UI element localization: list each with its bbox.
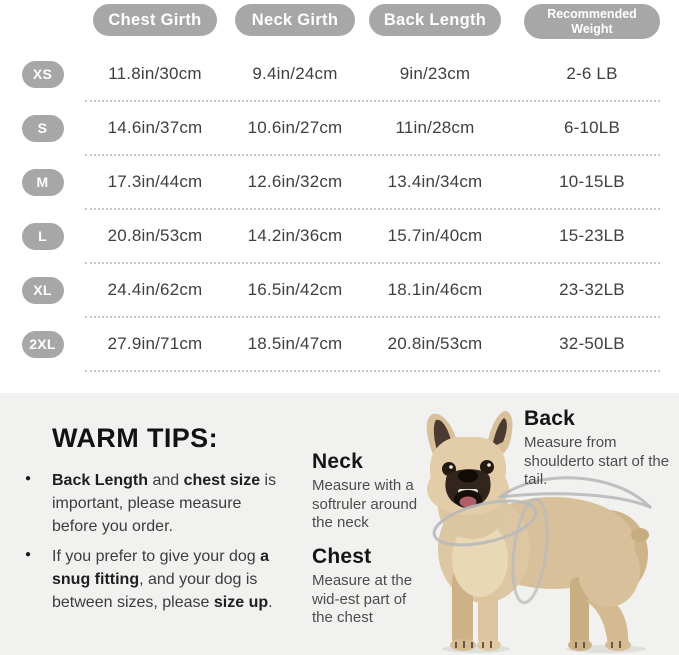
warm-tips [52,423,288,620]
tip-item: ● Back Length and chest size is important, please measure before you order. [52,469,288,539]
table-row [0,210,679,262]
chest-annotation [312,545,430,628]
weight-value: 2-6 LB [566,64,618,83]
column-pill-chest-girth: Chest Girth [93,4,216,36]
size-pill-l: L [22,223,64,250]
neck-label: Neck [312,450,364,473]
table-row [0,102,679,154]
tips-list [52,469,288,614]
chest-label: Chest [312,545,372,568]
neck-girth-value: 14.2in/36cm [247,226,343,245]
chest-girth-value: 14.6in/37cm [107,118,203,137]
weight-value: 10-15LB [559,172,625,191]
neck-description: Measure with a softruler around the neck [312,477,418,532]
back-length-value: 9in/23cm [399,64,471,83]
row-divider [85,370,660,372]
table-header-row [0,4,679,48]
weight-value: 32-50LB [559,334,625,353]
table-row [0,264,679,316]
table-row [0,318,679,370]
size-pill-m: M [22,169,64,196]
table-row [0,156,679,208]
neck-girth-value: 10.6in/27cm [247,118,343,137]
size-pill-s: S [22,115,64,142]
warm-tips-title: WARM TIPS: [52,423,218,453]
chest-girth-value: 11.8in/30cm [108,64,202,83]
neck-girth-value: 16.5in/42cm [247,280,343,299]
dog-head [427,411,513,515]
chest-girth-value: 24.4in/62cm [107,280,203,299]
column-pill-neck-girth: Neck Girth [235,4,355,36]
column-pill-recommended-weight: Recommended Weight [524,4,660,39]
back-length-value: 11in/28cm [395,118,475,137]
size-pill-2xl: 2XL [22,331,64,358]
chest-girth-value: 17.3in/44cm [107,172,203,191]
table-row [0,48,679,100]
weight-value: 23-32LB [559,280,625,299]
size-pill-xl: XL [22,277,64,304]
size-pill-xs: XS [22,61,64,88]
back-annotation [524,407,674,490]
neck-girth-value: 18.5in/47cm [247,334,343,353]
chest-girth-value: 27.9in/71cm [107,334,203,353]
neck-annotation [312,450,424,533]
back-length-value: 20.8in/53cm [387,334,483,353]
measuring-guide-section [0,393,679,655]
tip-item: ● If you prefer to give your dog a snug fitting, and your dog is between sizes, please size up. [52,545,288,615]
neck-girth-value: 9.4in/24cm [252,64,338,83]
weight-value: 15-23LB [559,226,625,245]
weight-value: 6-10LB [563,118,621,137]
back-length-value: 13.4in/34cm [387,172,483,191]
neck-girth-value: 12.6in/32cm [247,172,343,191]
chest-girth-value: 20.8in/53cm [107,226,203,245]
back-description: Measure from shoulderto start of the tail. [524,434,670,489]
column-pill-back-length: Back Length [369,4,501,36]
back-length-value: 18.1in/46cm [387,280,483,299]
back-label: Back [524,407,576,430]
back-length-value: 15.7in/40cm [387,226,483,245]
chest-description: Measure at the wid-est part of the chest [312,572,413,627]
